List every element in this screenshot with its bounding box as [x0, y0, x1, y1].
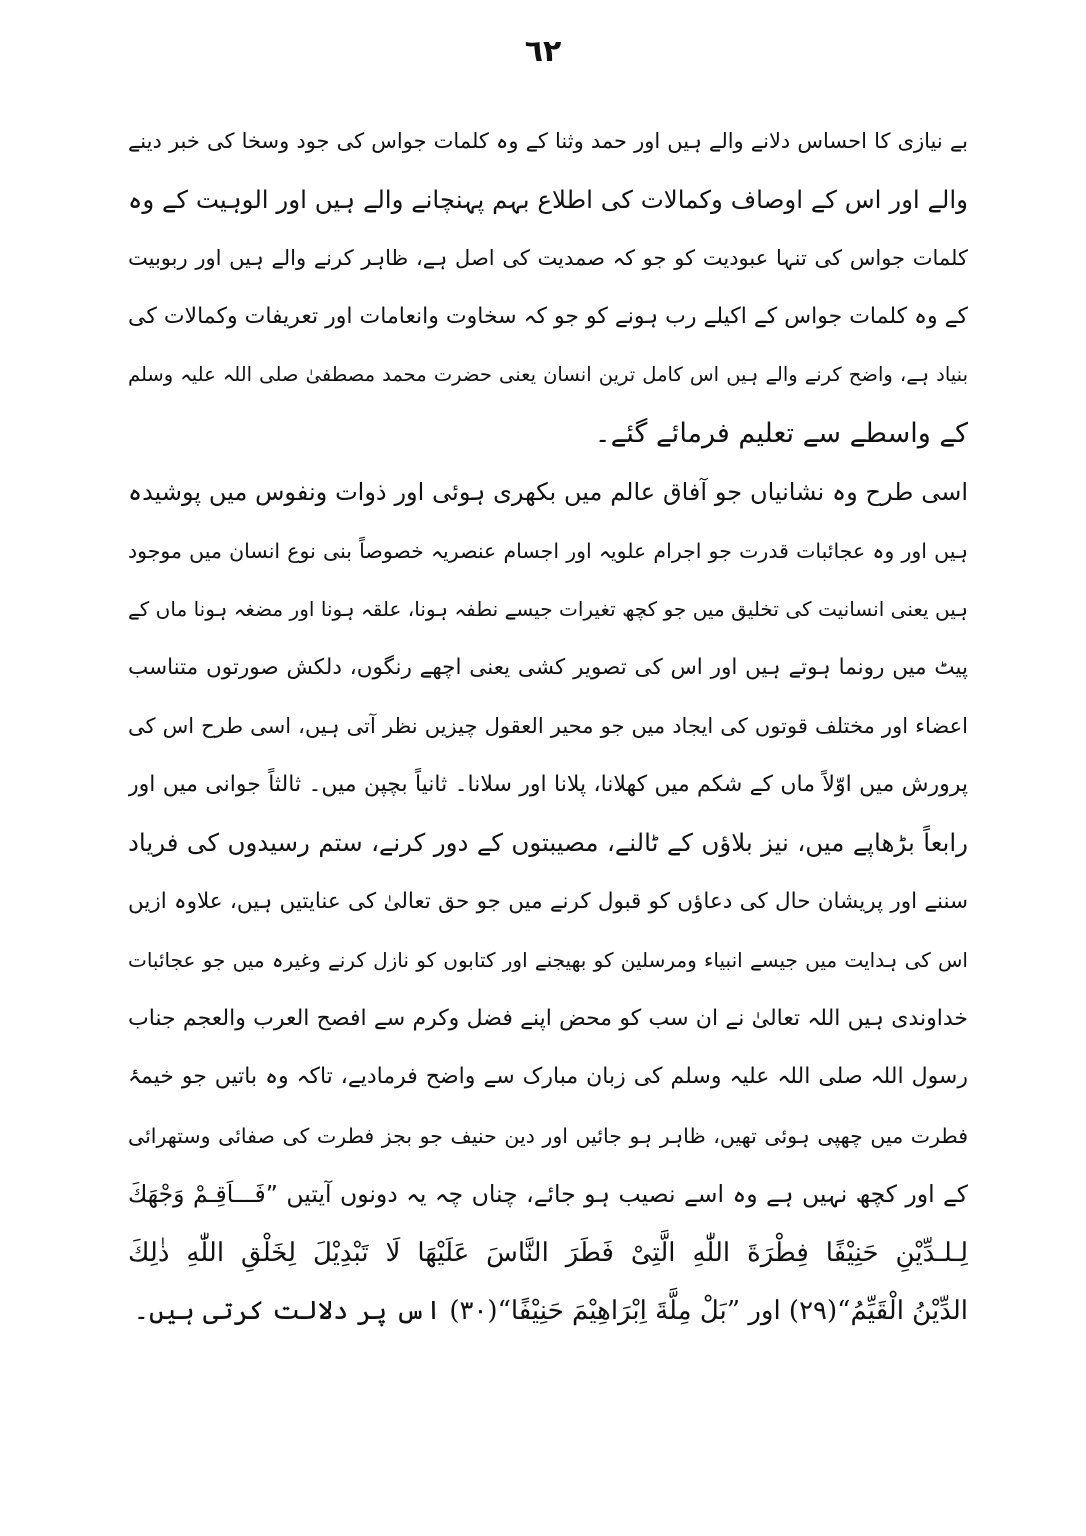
text-line: رسول اللہ صلی اللہ علیہ وسلم کی زبان مبارک سے واضح فرمادیے، تاکہ وہ باتیں جو خیمۂ [128, 1064, 968, 1089]
text-line: کے وہ کلمات جواس کے اکیلے رب ہونے کو جو کہ سخاوت وانعامات اور تعریفات وکمالات کی [128, 303, 968, 329]
body-text [128, 112, 968, 1341]
text-line: کے اور کچھ نہیں ہے وہ اسے نصیب ہو جائے، چناں چہ یہ دونوں آیتیں ”فَـــاَقِـمْ وَجْهَكَ [128, 1180, 968, 1208]
text-line: اس کی ہدایت میں جیسے انبیاء ومرسلین کو بھیجنے اور کتابوں کو نازل کرنے وغیرہ میں جو عجائبات [128, 948, 968, 972]
text-line: اسی طرح وہ نشانیاں جو آفاق عالم میں بکھری ہوئی اور ذوات ونفوس میں پوشیدہ [128, 478, 968, 506]
text-line: بے نیازی کا احساس دلانے والے ہیں اور حمد وثنا کے وہ کلمات جواس کی جود وسخا کی خبر دینے [128, 129, 968, 153]
quran-verse-line: الدِّيْنُ الْقَيِّمُ“(٢٩) اور ”بَلْ مِلَّةَ اِبْرَاهِيْمَ حَنِيْفًا“(٣٠) اس پر دلالت کرتی ہیں۔ [133, 1296, 968, 1326]
text-line: بنیاد ہے، واضح کرنے والے ہیں اس کامل ترین انسان یعنی حضرت محمد مصطفیٰ صلی اللہ علیہ وسلم [128, 363, 968, 386]
text-line: سننے اور پریشان حال کی دعاؤں کو قبول کرنے میں جو حق تعالیٰ کی عنایتیں ہیں، علاوہ ازیں [128, 888, 968, 914]
page-number: ٦٢ [524, 34, 562, 69]
text-line: پیٹ میں رونما ہوتے ہیں اور اس کی تصویر کشی یعنی اچھے رنگوں، دلکش صورتوں متناسب [128, 654, 968, 680]
text-line: کے واسطے سے تعلیم فرمائے گئے۔ [594, 417, 968, 449]
text-line: ہیں یعنی انسانیت کی تخلیق میں جو کچھ تغیرات جیسے نطفہ ہونا، علقہ ہونا اور مضغہ ہونا ماں کے [128, 597, 968, 621]
text-line: والے اور اس کے اوصاف وکمالات کی اطلاع بہم پہنچانے والے ہیں اور الوہیت کے وہ [128, 184, 968, 214]
quran-verse-line: لِـلـدِّيْنِ حَنِيْفًا فِطْرَةَ اللّٰهِ الَّتِىْ فَطَرَ النَّاسَ عَلَيْهَا لَا تَبْدِيْلَ لِخَلْقِ اللّٰهِ ذٰلِكَ [128, 1237, 968, 1268]
text-line: خداوندی ہیں اللہ تعالیٰ نے ان سب کو محض اپنے فضل وکرم سے افصح العرب والعجم جناب [128, 1005, 968, 1031]
text-line: اعضاء اور مختلف قوتوں کی ایجاد میں جو محیر العقول چیزیں نظر آتی ہیں، اسی طرح اس کی [128, 714, 968, 738]
text-line: ہیں اور وہ عجائبات قدرت جو اجرام علویہ اور اجسام عنصریہ خصوصاً بنی نوع انسان میں موجود [128, 538, 968, 563]
text-line: رابعاً بڑھاپے میں، نیز بلاؤں کے ٹالنے، مصیبتوں کے دور کرنے، ستم رسیدوں کی فریاد [128, 828, 968, 857]
text-line: کلمات جواس کی تنہا عبودیت کو جو کہ صمدیت کی اصل ہے، ظاہر کرنے والے ہیں اور ربوبیت [128, 246, 968, 270]
text-line: پرورش میں اوّلاً ماں کے شکم میں کھلانا، پلانا اور سلانا۔ ثانیاً بچپن میں۔ ثالثاً جوانی میں اور [128, 771, 968, 797]
text-line: فطرت میں چھپی ہوئی تھیں، ظاہر ہو جائیں اور دین حنیف جو بجز فطرت کی صفائی وستھرائی [128, 1123, 968, 1148]
